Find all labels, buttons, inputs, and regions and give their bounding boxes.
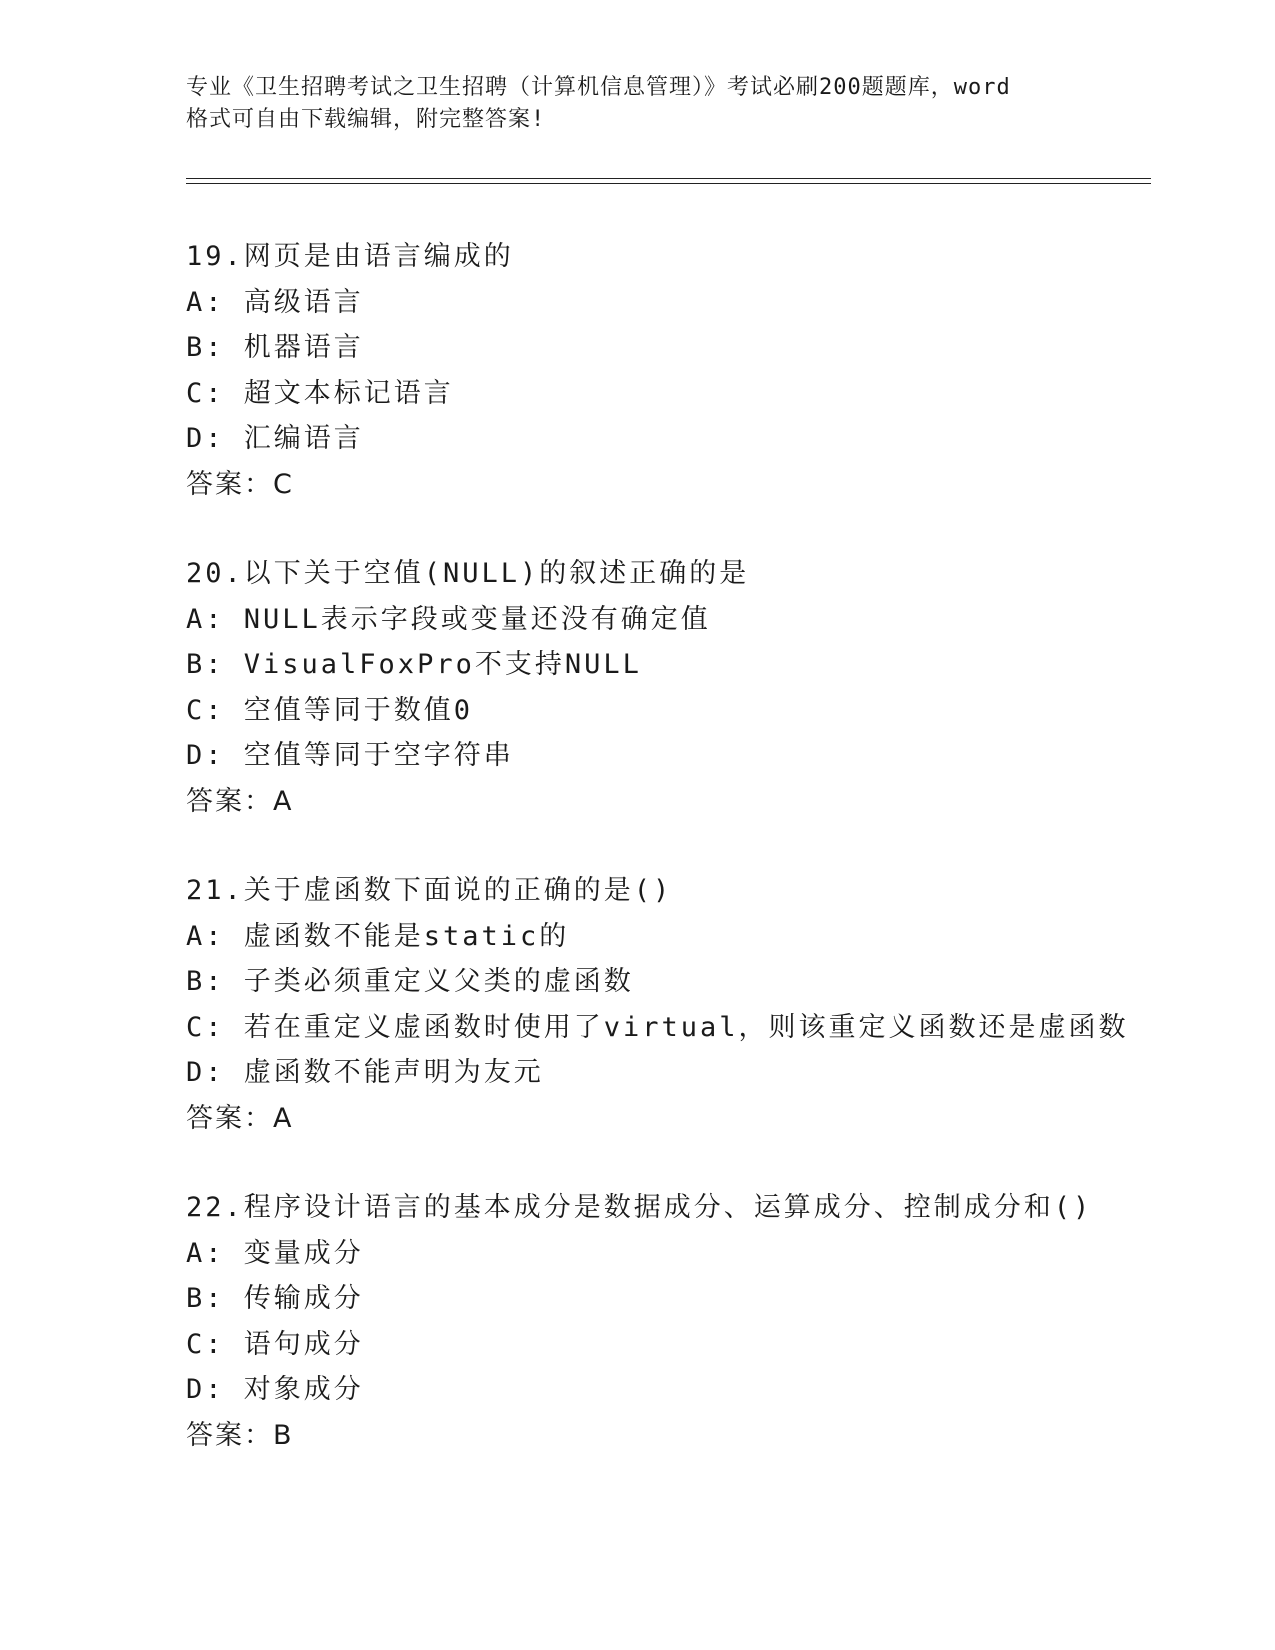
answer-line: 答案：C: [186, 468, 294, 500]
question-stem: 19.网页是由语言编成的: [186, 241, 514, 272]
document-header: [186, 72, 1086, 136]
header-line-1: 专业《卫生招聘考试之卫生招聘（计算机信息管理）》考试必刷200题题库，word: [186, 75, 1011, 100]
option-d: D: 对象成分: [186, 1374, 364, 1405]
question-20: [186, 551, 1146, 824]
option-a: A: 变量成分: [186, 1237, 364, 1269]
question-22: [186, 1185, 1146, 1458]
option-d: D: 汇编语言: [186, 423, 364, 454]
answer-line: 答案：B: [186, 1419, 294, 1451]
header-divider-top: [186, 178, 1151, 179]
question-stem: 22.程序设计语言的基本成分是数据成分、运算成分、控制成分和(): [186, 1192, 1093, 1223]
question-stem: 21.关于虚函数下面说的正确的是(): [186, 875, 673, 906]
option-b: B: 子类必须重定义父类的虚函数: [186, 966, 634, 997]
answer-line: 答案：A: [186, 785, 294, 817]
option-d: D: 虚函数不能声明为友元: [186, 1057, 544, 1088]
option-c: C: 超文本标记语言: [186, 377, 454, 409]
option-c: C: 空值等同于数值0: [186, 694, 474, 726]
option-a: A: 高级语言: [186, 286, 364, 318]
option-b: B: VisualFoxPro不支持NULL: [186, 649, 642, 680]
answer-line: 答案：A: [186, 1102, 294, 1134]
option-a: A: NULL表示字段或变量还没有确定值: [186, 603, 711, 635]
header-divider-bottom: [186, 183, 1151, 184]
option-a: A: 虚函数不能是static的: [186, 920, 570, 952]
question-stem: 20.以下关于空值(NULL)的叙述正确的是: [186, 558, 750, 589]
header-line-2: 格式可自由下载编辑，附完整答案!: [186, 107, 546, 132]
question-list: [186, 234, 1146, 1502]
option-b: B: 机器语言: [186, 332, 364, 363]
option-c: C: 语句成分: [186, 1328, 364, 1360]
option-c: C: 若在重定义虚函数时使用了virtual，则该重定义函数还是虚函数: [186, 1011, 1129, 1043]
option-b: B: 传输成分: [186, 1283, 364, 1314]
question-21: [186, 868, 1146, 1141]
question-19: [186, 234, 1146, 507]
option-d: D: 空值等同于空字符串: [186, 740, 514, 771]
